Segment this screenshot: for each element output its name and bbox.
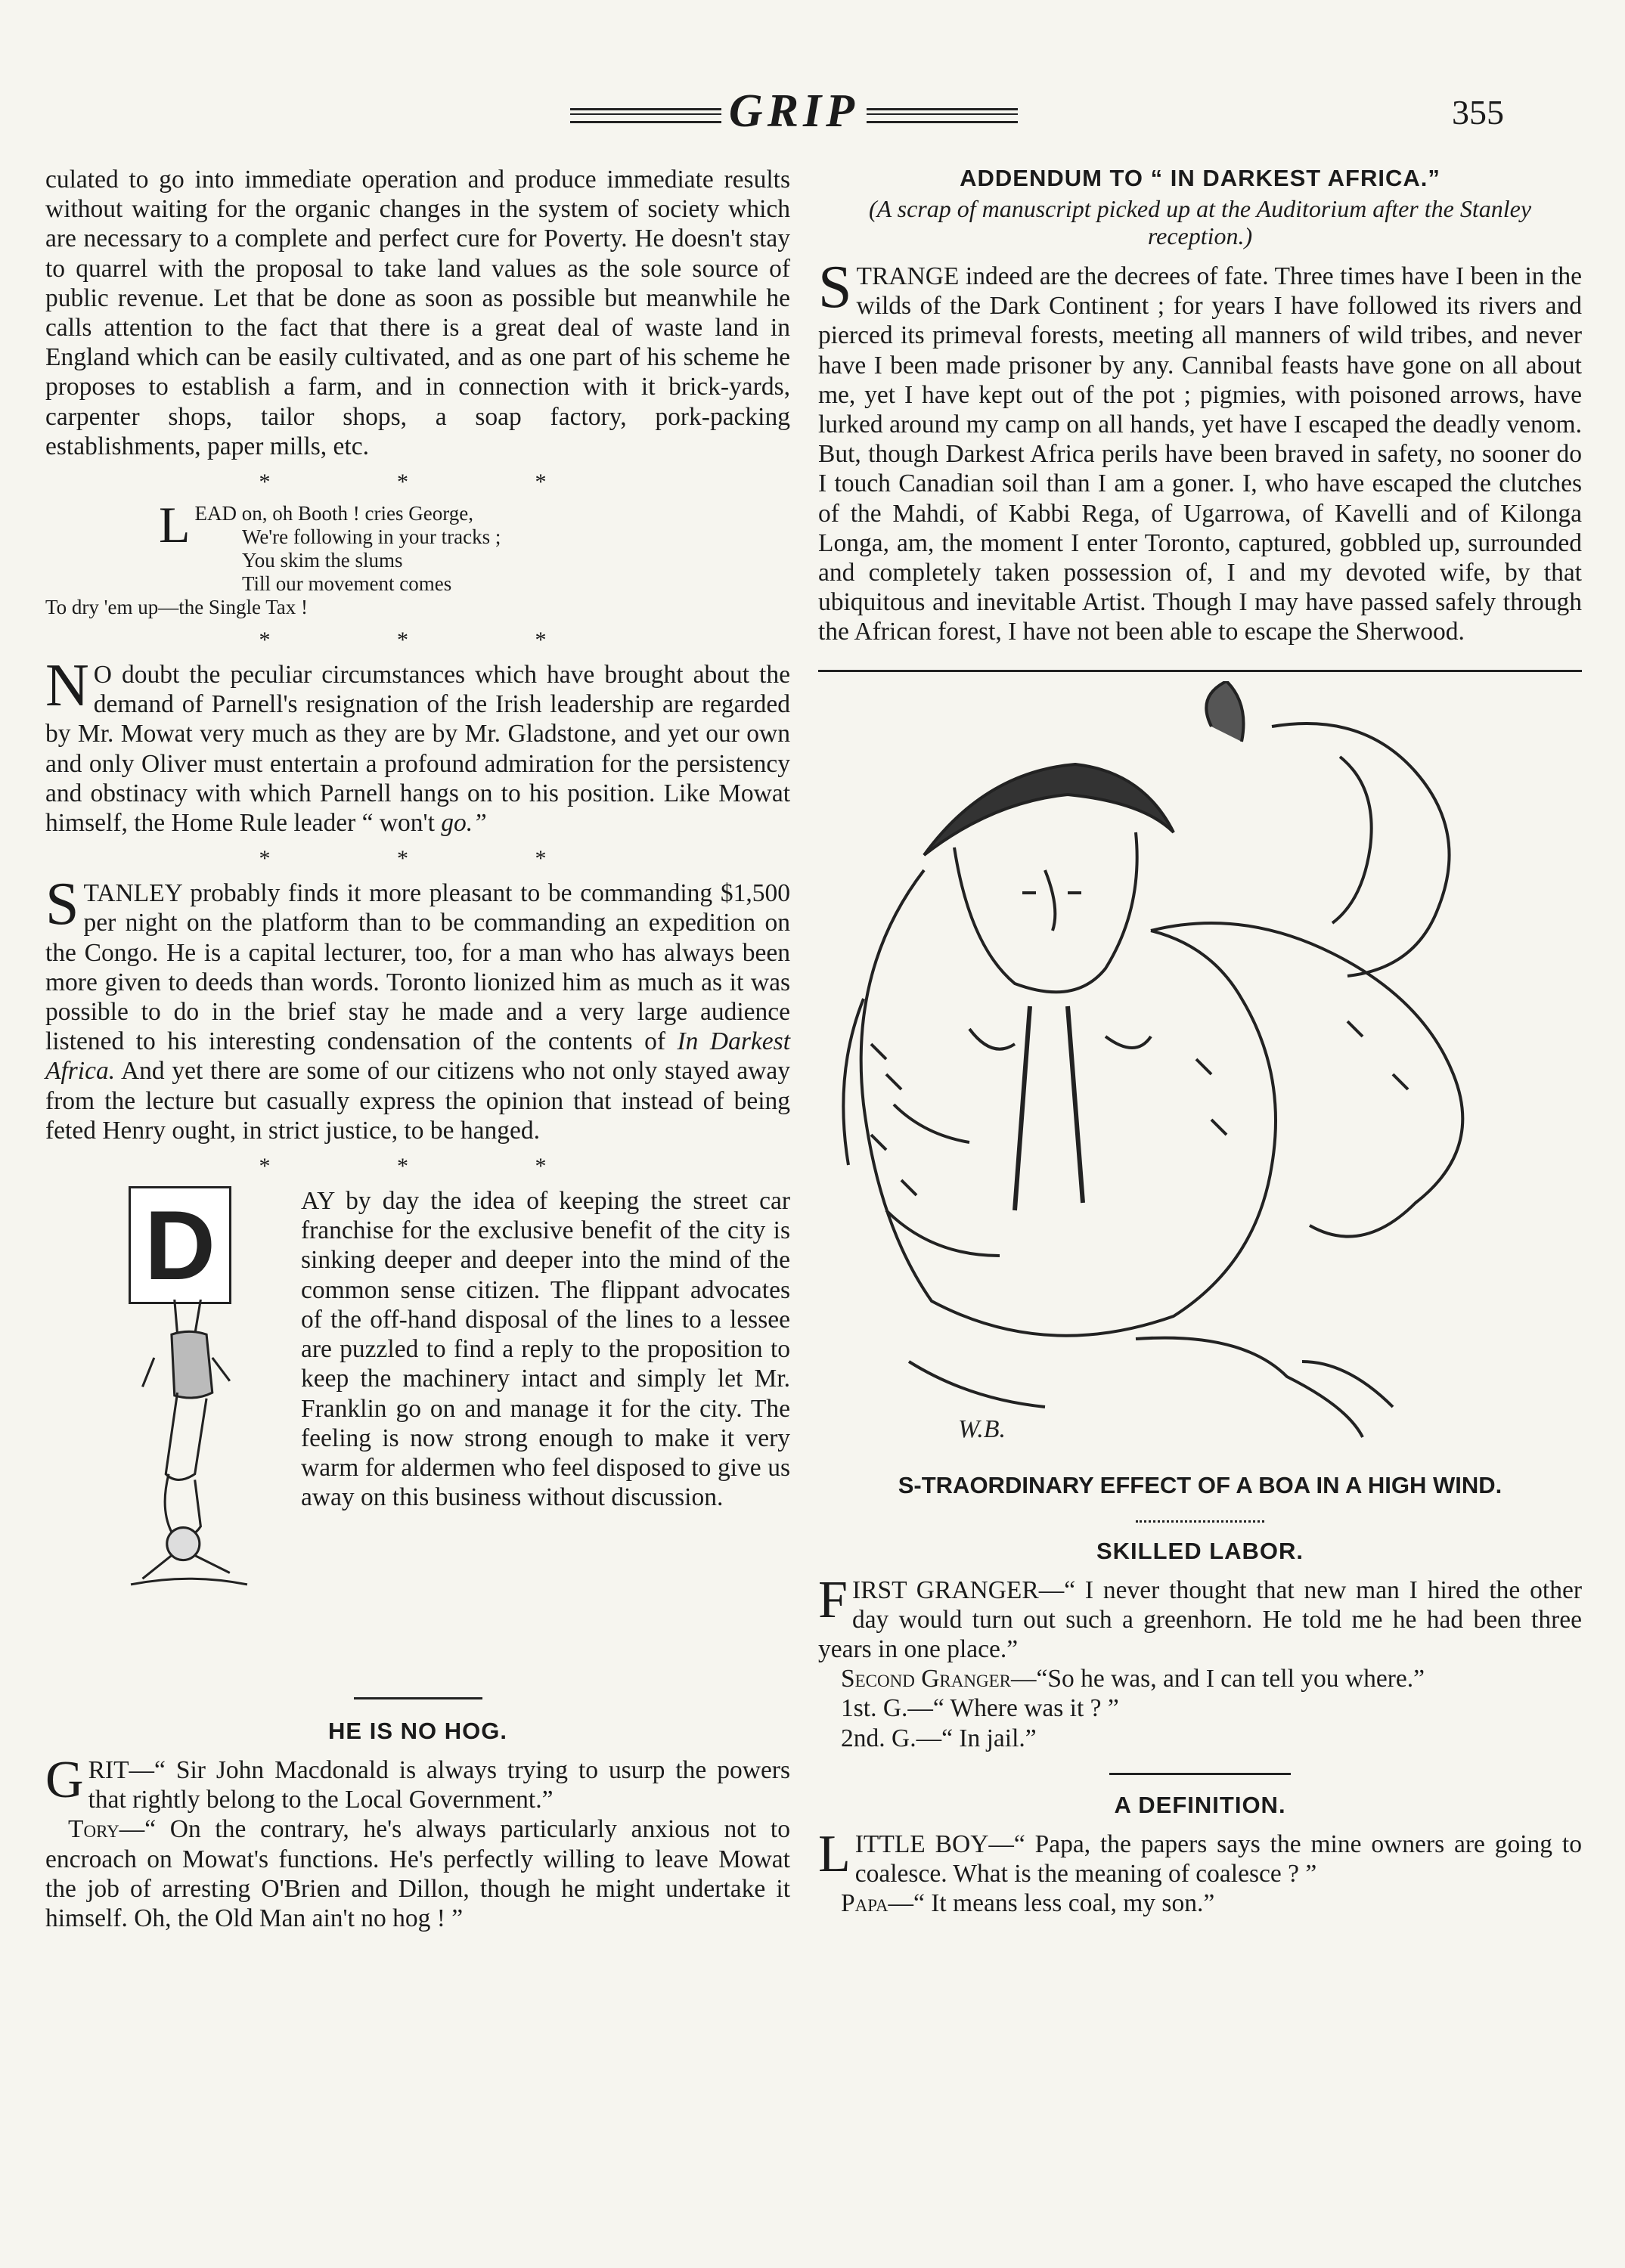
- definition-paragraph-2: [818, 1888, 1582, 1918]
- africa-title: ADDENDUM TO “ IN DARKEST AFRICA.”: [960, 165, 1440, 191]
- verse-drop-cap: L: [159, 496, 191, 554]
- labor-paragraph-3: 1st. G.—“ Where was it ? ”: [841, 1694, 1119, 1723]
- definition-paragraph-1: [818, 1824, 1582, 1888]
- section-divider: [354, 1697, 482, 1699]
- masthead-rule-right: [867, 108, 1018, 123]
- speaker-name: Second Granger: [841, 1665, 1011, 1693]
- parnell-emphasis: go.”: [441, 809, 487, 838]
- section-separator: * * *: [259, 846, 607, 872]
- verse-line: You skim the slums: [242, 549, 403, 572]
- labor-paragraph-2: [818, 1664, 1582, 1693]
- africa-subtitle: (A scrap of manuscript picked up at the Auditorium after the Stanley reception.): [868, 195, 1532, 249]
- booth-paragraph: culated to go into immediate operation and produce immediate results without waiting for the organic changes in the system of society which are necessary to a complete and perfect cure for Poverty. He doesn't stay to quarrel with the proposal to take land values as the sole source of public revenue. Let that be done as soon as possible but meanwhile he calls attention to the fact that there is a great deal of waste land in England which can be easily cultivated, and as one part of his scheme he proposes to establish a farm, and in connection with it brick-yards, carpenter shops, tailor shops, a soap factory, pork-packing establishments, paper mills, etc.: [45, 166, 790, 460]
- speaker-name: Papa: [841, 1889, 888, 1918]
- hog-paragraph-2: [45, 1814, 790, 1933]
- left-column: [45, 165, 790, 1933]
- labor-text-1: IRST GRANGER—“ I never thought that new man I hired the other day would turn out such a greenhorn. He told me he had been three years in one place.”: [818, 1576, 1582, 1664]
- verse-line: Till our movement comes: [242, 572, 452, 596]
- streetcar-paragraph: AY by day the idea of keeping the street car franchise for the exclusive benefit of the city is sinking deeper and deeper into the mind of the common sense citizen. The flippant advocates of the off-hand disposal of the lines to a lessee are puzzled to find a reply to the proposition to keep the machinery intact and simply let Mr. Franklin go on and manage it for the city. The feeling is now strong enough to make it very warm for aldermen who feel disposed to give us away on this business without discussion.: [301, 1187, 790, 1512]
- drop-cap: L: [818, 1824, 851, 1883]
- africa-text: TRANGE indeed are the decrees of fate. Three times have I been in the wilds of the Dark Continent ; for years I have followed its rivers and pierced its primeval forests, meeting all manners of wild tribes, and never have I been made prisoner by any. Cannibal feasts have gone on all about me, yet I have kept out of the pot ; pigmies, with poisoned arrows, have lurked around my camp on all hands, yet have I escaped the deadly venom. But, though Darkest Africa perils have been braved in safety, no sooner do I touch Canadian soil than I am a goner. I, who have escaped the clutches of the Mahdi, of Kabbi Rega, of Ugarrowa, of Kavelli and of Kilonga Longa, am, the moment I enter Toronto, captured, gobbled up, surrounded and completely taken possession of, I and my devoted wife, by that ubiquitous and inevitable Artist. Though I may have passed safely through the African forest, I have not been able to escape the Sherwood.: [818, 262, 1582, 646]
- book-title: In Darkest Africa.: [45, 1027, 790, 1086]
- africa-paragraph: [818, 254, 1582, 647]
- decorated-initial: [45, 1186, 295, 1678]
- hog-title: HE IS NO HOG.: [328, 1718, 507, 1745]
- cartoon-signature: W.B.: [958, 1414, 1006, 1443]
- section-separator: * * *: [259, 627, 607, 653]
- section-divider: [818, 670, 1582, 672]
- verse-line: We're following in your tracks ;: [242, 525, 501, 549]
- labor-paragraph-4: 2nd. G.—“ In jail.”: [841, 1724, 1037, 1752]
- section-separator: * * *: [259, 1154, 607, 1179]
- page-header: [0, 85, 1625, 145]
- drop-cap: S: [45, 871, 79, 938]
- section-divider: [1136, 1520, 1264, 1523]
- verse-line: To dry 'em up—the Single Tax !: [45, 596, 309, 619]
- verse-line: EAD on, oh Booth ! cries George,: [194, 502, 473, 525]
- page-number: 355: [1452, 93, 1504, 132]
- masthead-rule-left: [570, 108, 721, 123]
- speaker-name: Tory: [68, 1815, 119, 1844]
- skilled-labor-title: SKILLED LABOR.: [1096, 1537, 1304, 1564]
- hog-text-1: RIT—“ Sir John Macdonald is always trying to usurp the powers that rightly belong to the Local Government.”: [88, 1756, 790, 1814]
- streetcar-section: [45, 1186, 790, 1678]
- masthead: [552, 85, 1036, 138]
- verse: [45, 496, 790, 619]
- section-separator: * * *: [259, 469, 607, 495]
- stanley-text: TANLEY probably finds it more pleasant to be commanding $1,500 per night on the platform than to be commanding an expedition on the Congo. He is a capital lecturer, too, for a man who has always been more given to deeds than words. Toronto lionized him as much as it was possible to do in the brief stay he made and a very large audience listened to his interesting condensation of the contents of: [45, 879, 790, 1056]
- stanley-text-end: And yet there are some of our citizens who not only stayed away from the lecture but casually express the opinion that instead of being feted Henry ought, in strict justice, to be hanged.: [45, 1057, 790, 1145]
- parnell-paragraph: [45, 652, 790, 838]
- drop-cap: F: [818, 1570, 848, 1629]
- masthead-title: GRIP: [728, 85, 860, 137]
- definition-title: A DEFINITION.: [1114, 1791, 1286, 1818]
- right-column: [818, 165, 1582, 1918]
- hog-text-2: —“ On the contrary, he's always particularly anxious not to encroach on Mowat's functions. He's perfectly willing to leave Mowat the job of arresting O'Brien and Dillon, though he might undertake it himself. Oh, the Old Man ain't no hog ! ”: [45, 1815, 790, 1933]
- boa-cartoon-illustration: [818, 681, 1582, 1460]
- definition-text-1: ITTLE BOY—“ Papa, the papers says the mine owners are going to coalesce. What is the meaning of coalesce ? ”: [854, 1830, 1582, 1888]
- stanley-paragraph: [45, 871, 790, 1145]
- drop-cap: G: [45, 1751, 84, 1810]
- initial-letter-d: D: [129, 1186, 231, 1304]
- drop-cap: N: [45, 652, 89, 720]
- hog-paragraph-1: [45, 1751, 790, 1814]
- labor-paragraph-1: [818, 1570, 1582, 1665]
- definition-text-2: —“ It means less coal, my son.”: [888, 1889, 1215, 1918]
- acrobat-figure-illustration: [98, 1300, 280, 1678]
- section-divider: [1109, 1773, 1291, 1775]
- cartoon-caption: S-TRAORDINARY EFFECT OF A BOA IN A HIGH WIND.: [898, 1471, 1503, 1498]
- parnell-text: O doubt the peculiar circumstances which have brought about the demand of Parnell's resignation of the Irish leadership are regarded by Mr. Mowat very much as they are by Mr. Gladstone, and yet our own and only Oliver must entertain a profound admiration for the persistency and obstinacy with which Parnell hangs on to his position. Like Mowat himself, the Home Rule leader “ won't: [45, 661, 790, 838]
- labor-text-2: —“So he was, and I can tell you where.”: [1010, 1665, 1425, 1693]
- drop-cap: S: [818, 254, 852, 321]
